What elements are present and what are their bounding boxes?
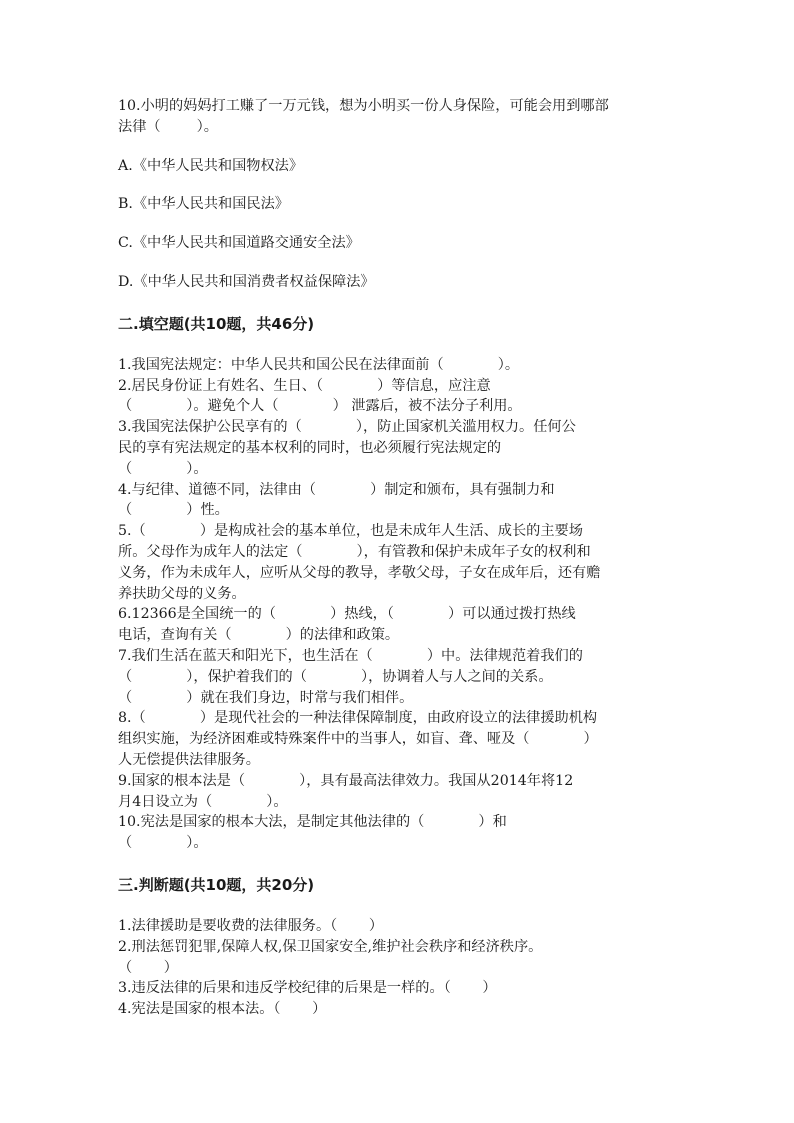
option-d: D.《中华人民共和国消费者权益保障法》	[118, 273, 375, 290]
fill-blank-line: （ ）。	[118, 460, 208, 477]
exam-page	[118, 96, 678, 1020]
fill-blank-line: 养扶助父母的义务。	[118, 585, 246, 602]
fill-blank-line: （ ）性。	[118, 502, 229, 519]
question-text: 法律（ ）。	[118, 118, 218, 135]
fill-blank-list	[118, 355, 678, 854]
true-false-list	[118, 916, 678, 1020]
option-b: B.《中华人民共和国民法》	[118, 196, 289, 213]
fill-blank-line: 8.（ ）是现代社会的一种法律保障制度，由政府设立的法律援助机构	[118, 710, 598, 727]
fill-blank-line: 4.与纪律、道德不同，法律由（ ）制定和颁布，具有强制力和	[118, 481, 555, 498]
fill-blank-line: （ ），保护着我们的（ ），协调着人与人之间的关系。	[118, 668, 553, 685]
fill-blank-line: 民的享有宪法规定的基本权利的同时，也必须履行宪法规定的	[118, 439, 502, 456]
option-a: A.《中华人民共和国物权法》	[118, 157, 304, 174]
true-false-line: 1.法律援助是要收费的法律服务。（ ）	[118, 917, 384, 934]
fill-blank-line: 1.我国宪法规定：中华人民共和国公民在法律面前（ ）。	[118, 356, 520, 373]
fill-blank-line: 人无偿提供法律服务。	[118, 751, 260, 768]
fill-blank-line: 义务，作为未成年人，应听从父母的教导，孝敬父母，子女在成年后，还有赡	[118, 564, 601, 581]
fill-blank-line: 月4日设立为（ ）。	[118, 793, 288, 810]
fill-blank-line: 所。父母作为成年人的法定（ ），有管教和保护未成年子女的权利和	[118, 543, 591, 560]
fill-blank-line: 2.居民身份证上有姓名、生日、（ ）等信息，应注意	[118, 377, 491, 394]
fill-blank-line: 电话，查询有关（ ）的法律和政策。	[118, 627, 400, 644]
fill-blank-line: （ ）。	[118, 835, 208, 852]
fill-blank-line: （ ）就在我们身边，时常与我们相伴。	[118, 689, 414, 706]
true-false-line: 2.刑法惩罚犯罪,保障人权,保卫国家安全,维护社会秩序和经济秩序。	[118, 938, 543, 955]
fill-blank-line: 9.国家的根本法是（ ），具有最高法律效力。我国从2014年将12	[118, 772, 574, 789]
true-false-line: 3.违反法律的后果和违反学校纪律的后果是一样的。（ ）	[118, 980, 497, 997]
fill-blank-line: 5.（ ）是构成社会的基本单位，也是未成年人生活、成长的主要场	[118, 523, 583, 540]
question-10	[118, 96, 678, 138]
option-c: C.《中华人民共和国道路交通安全法》	[118, 235, 360, 252]
fill-blank-line: 组织实施，为经济困难或特殊案件中的当事人，如盲、聋、哑及（ ）	[118, 731, 598, 748]
fill-blank-line: 7.我们生活在蓝天和阳光下，也生活在（ ）中。法律规范着我们的	[118, 647, 583, 664]
true-false-line: （ ）	[118, 959, 178, 976]
section-heading-true-false: 三.判断题(共10题，共20分)	[118, 875, 315, 894]
fill-blank-line: （ ）。避免个人（ ） 泄露后，被不法分子利用。	[118, 398, 522, 415]
section-heading-fill-blank: 二.填空题(共10题，共46分)	[118, 314, 315, 333]
fill-blank-line: 3.我国宪法保护公民享有的（ ），防止国家机关滥用权力。任何公	[118, 419, 576, 436]
true-false-line: 4.宪法是国家的根本法。（ ）	[118, 1001, 327, 1018]
fill-blank-line: 10.宪法是国家的根本大法，是制定其他法律的（ ）和	[118, 814, 507, 831]
fill-blank-line: 6.12366是全国统一的（ ）热线，（ ）可以通过拨打热线	[118, 606, 576, 623]
question-text: 10.小明的妈妈打工赚了一万元钱，想为小明买一份人身保险，可能会用到哪部	[118, 98, 609, 114]
